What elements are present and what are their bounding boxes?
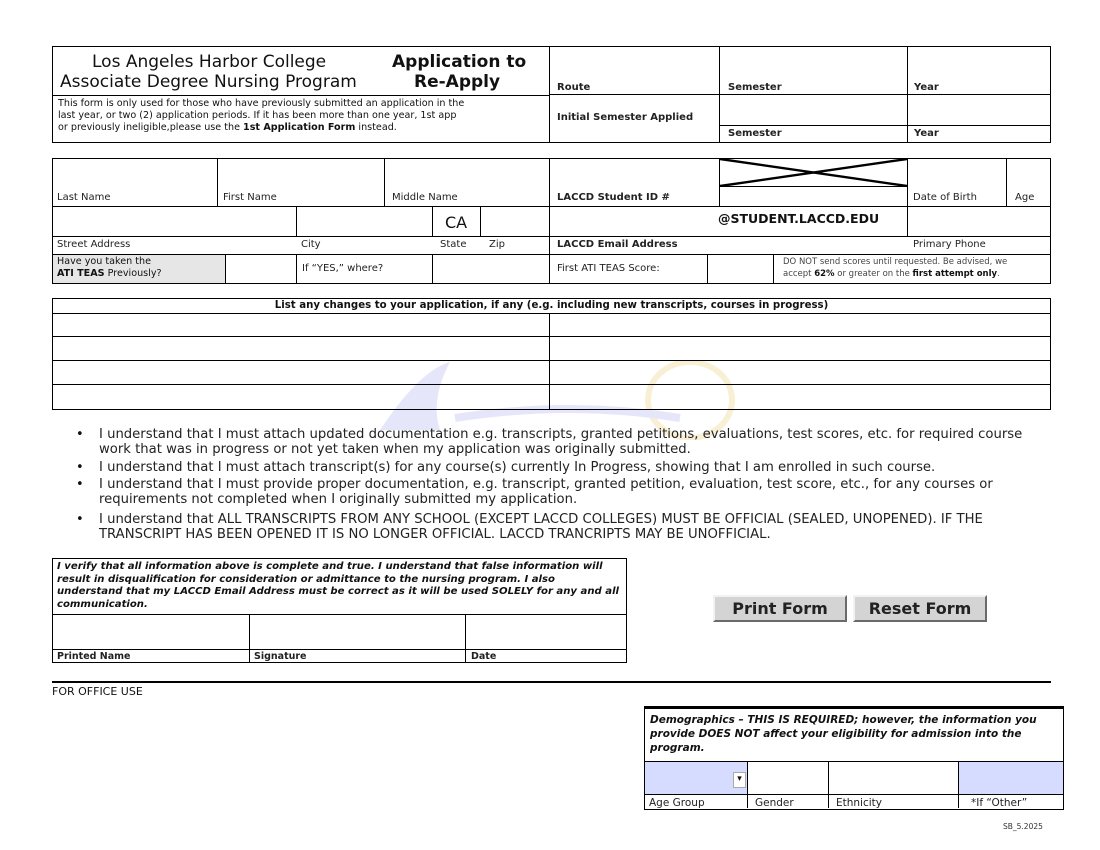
statement-1: I understand that I must attach updated documentation e.g. transcripts, granted petitions, evaluations, test scores, etc. for required course work that was in progress or not yet taken when my application was originally submitted.: [99, 427, 1023, 457]
teas-question: Have you taken the ATI TEAS Previously?: [57, 256, 162, 279]
changes-header: List any changes to your application, if any (e.g. including new transcripts, courses in progress): [274, 300, 829, 311]
form-title-line2: Re-Apply: [414, 72, 501, 92]
footer-code: SB_5.2025: [1003, 822, 1043, 831]
bullet-2: •: [76, 460, 84, 475]
change-input-2b[interactable]: [552, 338, 1048, 359]
other-input[interactable]: [959, 762, 1063, 794]
last-name-label: Last Name: [57, 192, 111, 203]
statement-4: I understand that ALL TRANSCRIPTS FROM ANY SCHOOL (EXCEPT LACCD COLLEGES) MUST BE OFFICIAL (SEALED, UNOPENED). IF THE TRANSCRIPT HAS BEEN OPENED IT IS NO LONGER OFFICIAL. LACCD TRANCRIPTS MAY BE UNOFFICIAL.: [99, 512, 983, 542]
ethnicity-label: Ethnicity: [836, 797, 882, 809]
street-label: Street Address: [57, 239, 131, 250]
statement-2: I understand that I must attach transcript(s) for any course(s) currently In Progress, showing that I am enrolled in such course.: [99, 460, 936, 475]
initial-year-sublabel: Year: [914, 128, 939, 139]
first-name-label: First Name: [223, 192, 277, 203]
change-input-4b[interactable]: [552, 386, 1048, 408]
form-notice: This form is only used for those who have previously submitted an application in the last year, or two (2) application periods. If it has been more than one year, 1st app or previously ineligible,please use the 1st Application Form instead.: [58, 98, 465, 133]
bullet-1: •: [76, 427, 84, 442]
office-use-label: FOR OFFICE USE: [52, 685, 143, 698]
college-name: Los Angeles Harbor College: [92, 52, 327, 72]
semester-label: Semester: [728, 82, 782, 93]
gender-input[interactable]: [749, 763, 827, 793]
dob-input[interactable]: [910, 161, 1004, 189]
date-label: Date: [471, 651, 497, 662]
street-input[interactable]: [55, 208, 294, 234]
student-id-label: LACCD Student ID #: [557, 192, 670, 203]
date-input[interactable]: [468, 616, 624, 647]
office-use-divider: [52, 681, 1051, 683]
change-input-1a[interactable]: [55, 315, 547, 335]
zip-input[interactable]: [483, 208, 547, 234]
printed-name-input[interactable]: [55, 616, 247, 647]
year-label: Year: [914, 82, 939, 93]
signature-label: Signature: [254, 651, 307, 662]
program-name: Associate Degree Nursing Program: [60, 72, 357, 92]
student-id-crossed-cell: [720, 159, 907, 186]
gender-label: Gender: [755, 797, 794, 809]
last-name-input[interactable]: [55, 161, 215, 189]
teas-taken-input[interactable]: [228, 257, 294, 281]
route-label: Route: [557, 82, 591, 93]
age-group-label: Age Group: [649, 797, 705, 809]
age-label: Age: [1015, 192, 1035, 203]
ethnicity-input[interactable]: [830, 763, 957, 793]
teas-score-input[interactable]: [710, 257, 771, 281]
form-title-line1: Application to: [392, 52, 527, 72]
state-label: State: [440, 239, 467, 250]
printed-name-label: Printed Name: [57, 651, 131, 662]
first-name-input[interactable]: [220, 161, 382, 189]
teas-where-label: If “YES,” where?: [302, 263, 384, 274]
initial-semester-input[interactable]: [722, 97, 905, 124]
zip-label: Zip: [489, 239, 505, 250]
middle-name-label: Middle Name: [392, 192, 458, 203]
semester-input[interactable]: [722, 49, 905, 79]
route-input[interactable]: [552, 49, 717, 79]
teas-score-label: First ATI TEAS Score:: [557, 263, 660, 274]
initial-semester-sublabel: Semester: [728, 128, 782, 139]
print-form-button[interactable]: Print Form: [713, 595, 847, 622]
initial-year-input[interactable]: [910, 97, 1048, 124]
email-label: LACCD Email Address: [557, 239, 678, 250]
demographics-text: Demographics – THIS IS REQUIRED; however, the information you provide DOES NOT affect your eligibility for admission into the program.: [650, 714, 1037, 754]
age-group-dropdown-arrow-icon[interactable]: ▾: [733, 772, 746, 788]
reset-form-button[interactable]: Reset Form: [853, 595, 987, 622]
bullet-4: •: [76, 512, 84, 527]
change-input-4a[interactable]: [55, 386, 547, 408]
city-input[interactable]: [299, 208, 430, 234]
student-id-input[interactable]: [552, 161, 717, 189]
wave-shape: [455, 409, 680, 418]
bullet-3: •: [76, 477, 84, 492]
email-suffix: @STUDENT.LACCD.EDU: [718, 211, 880, 226]
state-value[interactable]: CA: [445, 213, 468, 232]
teas-where-input[interactable]: [435, 257, 547, 281]
signature-input[interactable]: [252, 616, 463, 647]
change-input-2a[interactable]: [55, 338, 547, 359]
phone-label: Primary Phone: [913, 239, 986, 250]
age-input[interactable]: [1009, 161, 1048, 189]
other-label: *If “Other”: [971, 797, 1028, 809]
city-label: City: [301, 239, 321, 250]
teas-note: DO NOT send scores until requested. Be advised, we accept 62% or greater on the first attempt only.: [783, 257, 1008, 279]
email-input[interactable]: [552, 208, 712, 234]
change-input-3a[interactable]: [55, 362, 547, 383]
year-input[interactable]: [910, 49, 1048, 79]
dob-label: Date of Birth: [913, 192, 977, 203]
change-input-3b[interactable]: [552, 362, 1048, 383]
middle-name-input[interactable]: [387, 161, 547, 189]
verify-text: I verify that all information above is complete and true. I understand that false information will result in disqualification for consideration or admittance to the nursing program. I also understand that my LACCD Email Address must be correct as it will be used SOLELY for any and all communication.: [57, 561, 619, 610]
initial-semester-label: Initial Semester Applied: [557, 112, 694, 123]
change-input-1b[interactable]: [552, 315, 1048, 335]
statement-3: I understand that I must provide proper documentation, e.g. transcript, granted petition, evaluation, test score, etc., for any courses or requirements not completed when I originally submitted my application.: [99, 477, 993, 507]
phone-input[interactable]: [910, 208, 1048, 234]
age-group-select[interactable]: [645, 762, 747, 794]
